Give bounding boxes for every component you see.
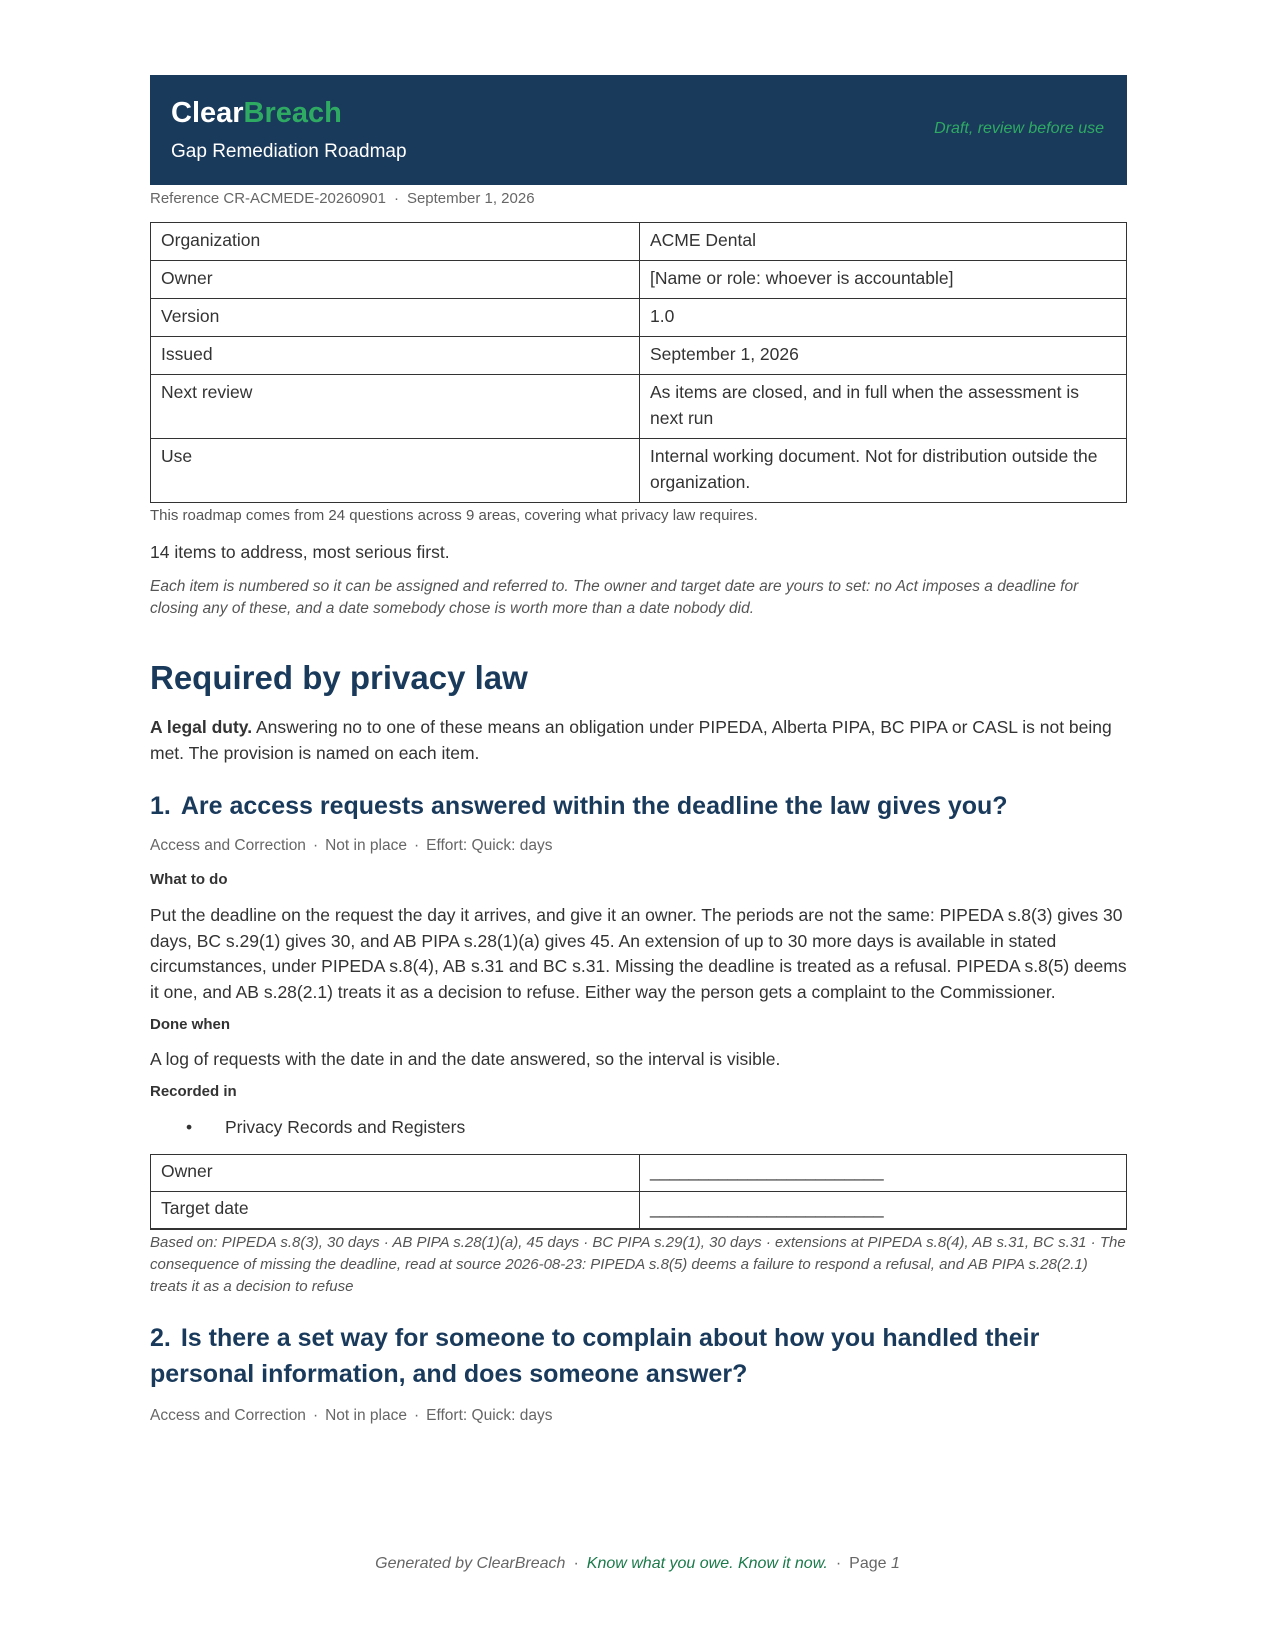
target-date-label: Target date	[151, 1191, 640, 1229]
assignment-table	[150, 1154, 1127, 1230]
brand-part-clear: Clear	[171, 97, 244, 129]
brand-part-breach: Breach	[243, 97, 342, 129]
document-subtitle: Gap Remediation Roadmap	[171, 141, 407, 162]
section-lead-bold: A legal duty.	[150, 717, 253, 737]
item-effort: Effort: Quick: days	[426, 837, 553, 854]
meta-separator: ·	[413, 1406, 420, 1424]
meta-value: As items are closed, and in full when the assessment is next run	[640, 375, 1127, 439]
table-row	[151, 261, 1127, 299]
done-when-label: Done when	[150, 1016, 231, 1033]
recorded-in-list	[150, 1115, 1127, 1139]
header-band	[150, 75, 1127, 185]
item-number: 1.	[150, 792, 171, 820]
footer-separator: ·	[573, 1555, 579, 1572]
metadata-table	[150, 222, 1127, 503]
item-area: Access and Correction	[150, 1406, 306, 1424]
table-row	[151, 299, 1127, 337]
page-footer	[0, 1555, 1275, 1573]
section-title: Required by privacy law	[150, 659, 528, 696]
what-to-do-text: Put the deadline on the request the day it arrives, and give it an owner. The periods are not the same: PIPEDA s.8(3) gives 30 days, BC s.29(1) gives 30, and AB PIPA s.28(1)(a) gives 45. An extension of up to 30 more days is available in stated circumstances, under PIPEDA s.8(4), AB s.31 and BC s.31. Missing the deadline is treated as a refusal. PIPEDA s.8(5) deems it one, and AB s.28(2.1) treats it as a decision to refuse. Either way the person gets a complaint to the Commissioner.	[150, 905, 1127, 1002]
target-date-blank-line: ________________________	[650, 1197, 884, 1218]
page-number: 1	[890, 1555, 900, 1572]
meta-value: [Name or role: whoever is accountable]	[640, 261, 1127, 299]
meta-value: 1.0	[640, 299, 1127, 337]
what-to-do-label: What to do	[150, 871, 228, 888]
owner-label: Owner	[151, 1154, 640, 1191]
table-row	[151, 375, 1127, 439]
meta-separator: ·	[413, 837, 420, 854]
done-when-text: A log of requests with the date in and the date answered, so the interval is visible.	[150, 1049, 781, 1069]
table-row	[151, 1191, 1127, 1229]
roadmap-item-1	[150, 788, 1127, 1298]
intro-paragraph: Each item is numbered so it can be assigned and referred to. The owner and target date are yours to set: no Act imposes a deadline for closing any of these, and a date somebody chose is worth more than a date nobody did.	[150, 578, 1079, 617]
meta-key: Owner	[151, 261, 640, 299]
reference-line	[150, 188, 1127, 210]
item-meta	[150, 1406, 1127, 1426]
item-status: Not in place	[325, 1406, 407, 1424]
item-meta	[150, 836, 1127, 856]
based-on-note: Based on: PIPEDA s.8(3), 30 days · AB PIPA s.28(1)(a), 45 days · BC PIPA s.29(1), 30 days · extensions at PIPEDA s.8(4), AB s.31, BC s.31 · The consequence of missing the deadline, read at source 2026-08-23: PIPEDA s.8(5) deems a failure to respond a refusal, and AB PIPA s.28(2.1) treats it as a decision to refuse	[150, 1233, 1126, 1295]
meta-separator: ·	[312, 1406, 319, 1424]
source-note: This roadmap comes from 24 questions across 9 areas, covering what privacy law requires.	[150, 507, 758, 524]
target-date-blank[interactable]	[640, 1191, 1127, 1229]
owner-blank[interactable]	[640, 1154, 1127, 1191]
item-number: 2.	[150, 1323, 171, 1352]
table-row	[151, 1154, 1127, 1191]
section-lead-text: Answering no to one of these means an obligation under PIPEDA, Alberta PIPA, BC PIPA or CASL is not being met. The provision is named on each item.	[150, 717, 1112, 763]
meta-separator: ·	[312, 837, 319, 854]
draft-note: Draft, review before use	[934, 120, 1104, 137]
list-item: • Privacy Records and Registers	[186, 1115, 1127, 1139]
item-status: Not in place	[325, 837, 407, 854]
reference-separator: ·	[393, 190, 399, 207]
item-count: 14 items to address, most serious first.	[150, 542, 450, 562]
roadmap-item-2	[150, 1320, 1127, 1426]
footer-tagline: Know what you owe. Know it now.	[586, 1555, 828, 1572]
item-effort: Effort: Quick: days	[426, 1406, 553, 1424]
recorded-in-label: Recorded in	[150, 1082, 237, 1100]
item-title	[150, 1320, 1127, 1392]
footer-generated: Generated by ClearBreach	[375, 1555, 566, 1572]
reference-id: Reference CR-ACMEDE-20260901	[150, 190, 386, 207]
meta-key: Next review	[151, 375, 640, 439]
meta-key: Issued	[151, 337, 640, 375]
item-area: Access and Correction	[150, 837, 306, 854]
reference-date: September 1, 2026	[406, 190, 535, 207]
meta-value: September 1, 2026	[640, 337, 1127, 375]
meta-key: Organization	[151, 223, 640, 261]
item-title-text: Are access requests answered within the deadline the law gives you?	[180, 792, 1008, 820]
item-title	[150, 788, 1127, 824]
meta-key: Use	[151, 439, 640, 503]
item-title-text: Is there a set way for someone to complain about how you handled their personal information, and does someone answer?	[150, 1323, 1040, 1388]
page-label: Page	[849, 1555, 887, 1572]
owner-blank-line: ________________________	[650, 1160, 884, 1181]
table-row	[151, 223, 1127, 261]
table-row	[151, 439, 1127, 503]
section-lead	[150, 714, 1127, 766]
meta-value: Internal working document. Not for distribution outside the organization.	[640, 439, 1127, 503]
meta-key: Version	[151, 299, 640, 337]
brand-logo	[171, 99, 342, 128]
document-page	[150, 75, 1127, 1426]
footer-separator: ·	[835, 1555, 842, 1572]
table-row	[151, 337, 1127, 375]
meta-value: ACME Dental	[640, 223, 1127, 261]
